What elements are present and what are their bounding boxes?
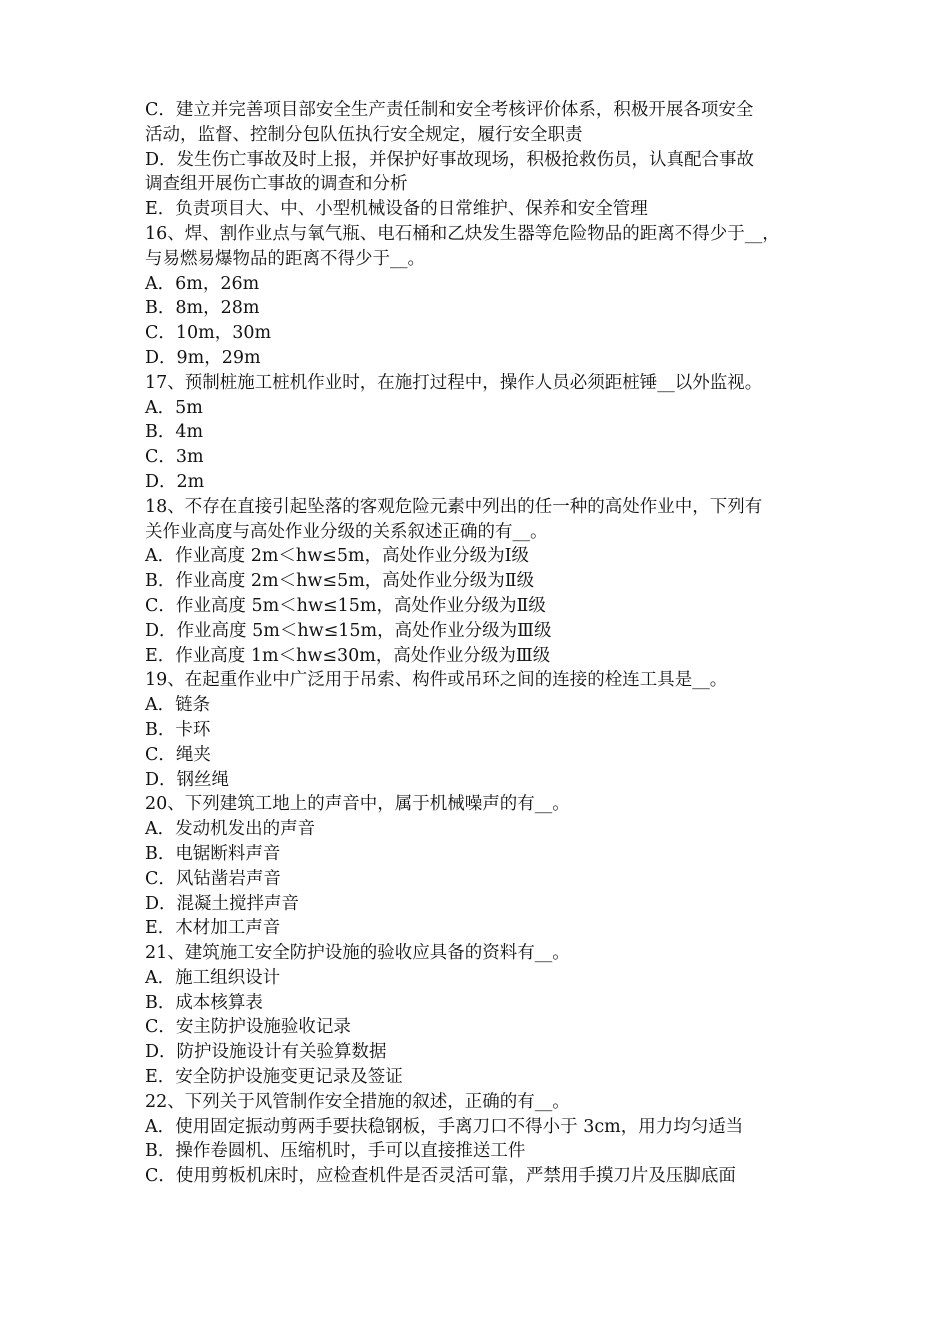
option-line: A．作业高度 2m＜hw≤5m，高处作业分级为Ⅰ级 [145, 546, 529, 567]
option-line: A．链条 [145, 695, 211, 716]
option-line: E．木材加工声音 [145, 918, 281, 939]
text-line: 调查组开展伤亡事故的调查和分析 [145, 174, 408, 195]
question-19: 19、在起重作业中广泛用于吊索、构件或吊环之间的连接的栓连工具是__。 [145, 670, 728, 691]
option-line: D．2m [145, 471, 205, 492]
text-line: C．建立并完善项目部安全生产责任制和安全考核评价体系，积极开展各项安全 [145, 100, 754, 120]
option-line: C．10m，30m [145, 323, 272, 344]
option-line: E．安全防护设施变更记录及签证 [145, 1067, 403, 1088]
text-line: 关作业高度与高处作业分级的关系叙述正确的有__。 [145, 521, 548, 542]
option-line: D．防护设施设计有关验算数据 [145, 1042, 387, 1063]
option-line: B．4m [145, 422, 204, 443]
option-line: D．作业高度 5m＜hw≤15m，高处作业分级为Ⅲ级 [145, 620, 552, 641]
question-22: 22、下列关于风管制作安全措施的叙述，正确的有__。 [145, 1091, 570, 1112]
option-line: B．电锯断料声音 [145, 843, 281, 864]
option-line: B．操作卷圆机、压缩机时，手可以直接推送工件 [145, 1141, 526, 1162]
option-line: C．风钻凿岩声音 [145, 868, 281, 889]
question-16: 16、焊、割作业点与氧气瓶、电石桶和乙炔发生器等危险物品的距离不得少于__， [145, 223, 780, 244]
document-body [145, 98, 815, 1189]
option-line: D．钢丝绳 [145, 769, 230, 790]
text-line: E．负责项目大、中、小型机械设备的日常维护、保养和安全管理 [145, 199, 648, 220]
text-line: 活动，监督、控制分包队伍执行安全规定，履行安全职责 [145, 124, 583, 145]
option-line: C．安主防护设施验收记录 [145, 1017, 351, 1038]
option-line: A．施工组织设计 [145, 967, 281, 988]
option-line: C．使用剪板机床时，应检查机件是否灵活可靠，严禁用手摸刀片及压脚底面 [145, 1166, 736, 1187]
option-line: C．作业高度 5m＜hw≤15m，高处作业分级为Ⅱ级 [145, 595, 546, 616]
question-17: 17、预制桩施工桩机作业时，在施打过程中，操作人员必须距桩锤__以外监视。 [145, 372, 763, 393]
option-line: D．混凝土搅拌声音 [145, 893, 300, 914]
option-line: C．3m [145, 447, 204, 468]
option-line: A．使用固定振动剪两手要扶稳钢板，手离刀口不得小于 3cm，用力均匀适当 [145, 1116, 744, 1137]
option-line: A．6m，26m [145, 273, 260, 294]
question-21: 21、建筑施工安全防护设施的验收应具备的资料有__。 [145, 943, 570, 964]
option-line: B．成本核算表 [145, 992, 263, 1013]
question-20: 20、下列建筑工地上的声音中，属于机械噪声的有__。 [145, 794, 570, 815]
option-line: A．发动机发出的声音 [145, 819, 316, 840]
option-line: B．8m，28m [145, 298, 260, 319]
option-line: A．5m [145, 397, 203, 418]
option-line: D．9m，29m [145, 347, 261, 368]
text-line: 与易燃易爆物品的距离不得少于__。 [145, 248, 425, 269]
option-line: B．作业高度 2m＜hw≤5m，高处作业分级为Ⅱ级 [145, 571, 535, 592]
option-line: E．作业高度 1m＜hw≤30m，高处作业分级为Ⅲ级 [145, 645, 551, 666]
option-line: B．卡环 [145, 719, 211, 740]
option-line: C．绳夹 [145, 744, 211, 765]
question-18: 18、不存在直接引起坠落的客观危险元素中列出的任一种的高处作业中，下列有 [145, 496, 763, 517]
text-line: D．发生伤亡事故及时上报，并保护好事故现场，积极抢救伤员，认真配合事故 [145, 149, 755, 170]
